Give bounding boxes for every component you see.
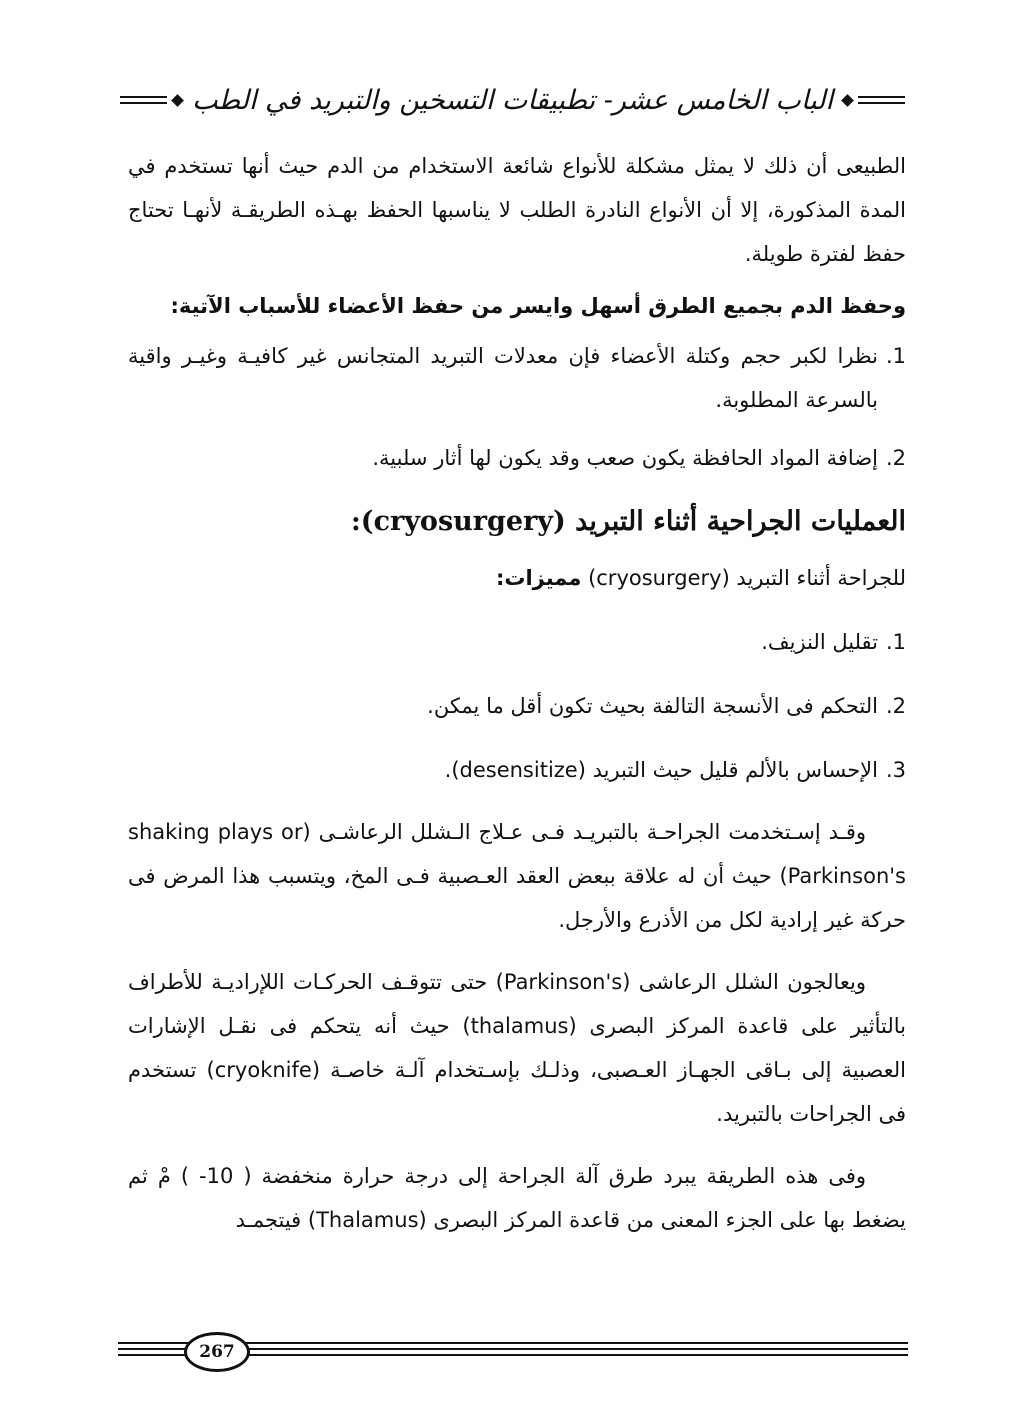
- diamond-ornament-icon: [841, 94, 854, 107]
- paragraph-method: وفى هذه الطريقة يبرد طرق آلة الجراحة إلى درجة حرارة منخفضة ( 10- ) مْ ثم يضغط بها على الجزء المعنى من قاعدة المركز البصرى (Thalamus) فيتجمـد: [128, 1164, 906, 1232]
- page-body: [128, 144, 906, 1242]
- paragraph-parkinson: وقـد إسـتخدمت الجراحـة بالتبريـد فـى عـلاج الـشلل الرعاشـى (shaking plays or Parkinson's) حيث أن له علاقة ببعض العقد العـصبية فـى المخ، ويتسبب هذا المرض فى حركة غير إرادية لكل من الأذرع والأرجل.: [128, 820, 906, 932]
- page-number: 267: [184, 1332, 250, 1372]
- lead-bold: مميزات:: [495, 566, 582, 590]
- list-number: 1.: [885, 630, 906, 654]
- list-number: 3.: [885, 758, 906, 782]
- paragraph-bold-reasons: وحفظ الدم بجميع الطرق أسهل وايسر من حفظ الأعضاء للأسباب الآتية:: [170, 294, 906, 318]
- diamond-ornament-icon: [171, 94, 184, 107]
- lead-text: للجراحة أثناء التبريد (cryosurgery): [588, 566, 906, 590]
- paragraph-blood-storage: الطبيعى أن ذلك لا يمثل مشكلة للأنواع شائعة الاستخدام من الدم حيث أنها تستخدم في المدة المذكورة، إلا أن الأنواع النادرة الطلب لا يناسبها الحفظ بهـذه الطريقـة لأنهـا تحتاج حفظ لفترة طويلة.: [128, 154, 906, 266]
- advantages-list: [128, 620, 906, 792]
- list-item: [128, 334, 906, 422]
- list-number: 2.: [885, 446, 906, 470]
- list-item: [128, 436, 906, 480]
- list-number: 1.: [885, 344, 906, 368]
- list-number: 2.: [885, 694, 906, 718]
- list-text: نظرا لكبر حجم وكتلة الأعضاء فإن معدلات التبريد المتجانس غير كافيـة وغيـر واقية بالسرعة المطلوبة.: [128, 344, 878, 412]
- running-header: [120, 78, 905, 122]
- section-heading: العمليات الجراحية أثناء التبريد (cryosurgery):: [350, 506, 906, 537]
- paragraph-treatment: ويعالجون الشلل الرعاشى (Parkinson's) حتى تتوقـف الحركـات اللإراديـة للأطراف بالتأثير على قاعدة المركز البصرى (thalamus) حيث أنه يتحكم فى نقـل الإشارات العصبية إلى بـاقى الجهـاز العـصبى، وذلـك بإسـتخدام آلـة خاصـة (cryoknife) تستخدم فى الجراحات بالتبريد.: [128, 970, 906, 1126]
- reasons-list: [128, 334, 906, 480]
- list-text: التحكم فى الأنسجة التالفة بحيث تكون أقل ما يمكن.: [427, 694, 878, 718]
- list-item: [128, 748, 906, 792]
- header-rule-left: [120, 94, 167, 106]
- paragraph-lead: [128, 556, 906, 600]
- list-text: إضافة المواد الحافظة يكون صعب وقد يكون لها أثار سلبية.: [372, 446, 878, 470]
- page-footer: [118, 1330, 908, 1370]
- list-item: [128, 684, 906, 728]
- header-rule-right: [858, 94, 905, 106]
- list-item: [128, 620, 906, 664]
- header-title: الباب الخامس عشر- تطبيقات التسخين والتبريد في الطب: [192, 84, 833, 116]
- list-text: تقليل النزيف.: [761, 630, 878, 654]
- list-text: الإحساس بالألم قليل حيث التبريد (desensitize).: [444, 758, 878, 782]
